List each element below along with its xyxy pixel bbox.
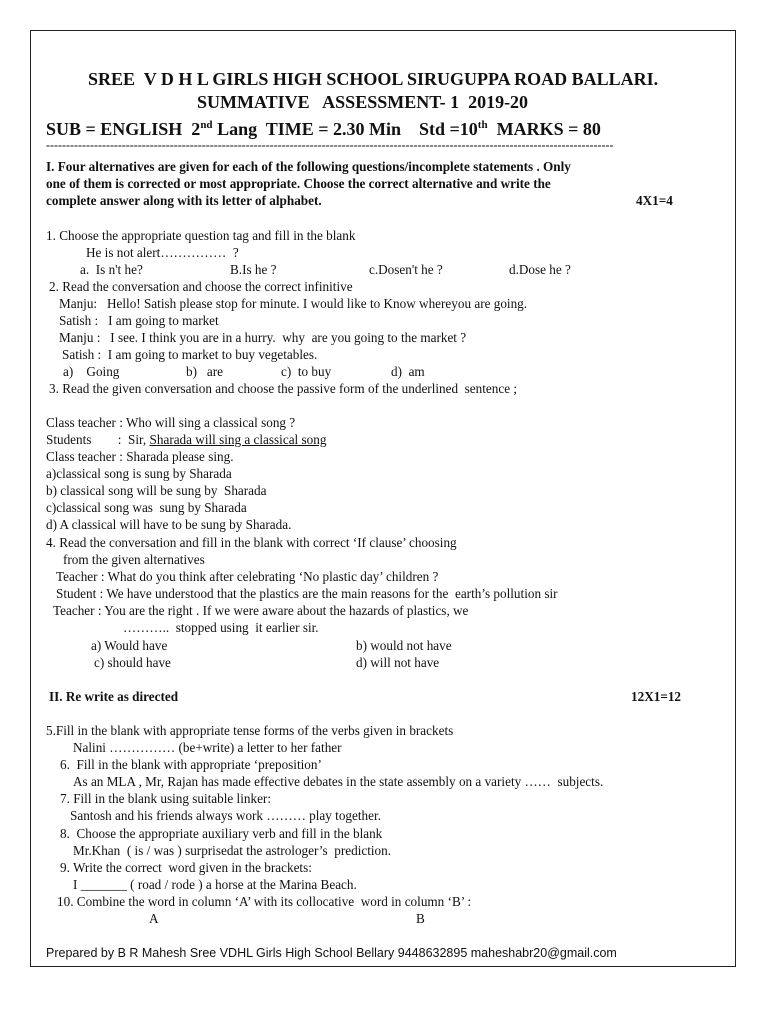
- q2-question: 2. Read the conversation and choose the correct infinitive: [49, 279, 353, 294]
- q7-question: 7. Fill in the blank using suitable linker:: [60, 791, 271, 806]
- section1-marks: 4X1=4: [636, 193, 673, 208]
- section1-instruction-2: one of them is corrected or most appropriate. Choose the correct alternative and write the: [46, 176, 551, 191]
- section1-instruction-3: complete answer along with its letter of alphabet.: [46, 193, 322, 208]
- q3-line-3: Class teacher : Sharada please sing.: [46, 449, 234, 464]
- q3-question: 3. Read the given conversation and choose the passive form of the underlined sentence ;: [49, 381, 518, 396]
- q9-question: 9. Write the correct word given in the brackets:: [60, 860, 312, 875]
- section2-marks: 12X1=12: [631, 689, 682, 704]
- q4-line-4: ……….. stopped using it earlier sir.: [123, 620, 319, 635]
- q10-column-b: B: [416, 911, 425, 926]
- q10-question: 10. Combine the word in column ‘A’ with its collocative word in column ‘B’ :: [57, 894, 472, 909]
- q3-line-2: Students : Sir, Sharada will sing a classical song: [46, 432, 327, 447]
- q1-question: 1. Choose the appropriate question tag and fill in the blank: [46, 228, 356, 243]
- q2-line-1: Manju: Hello! Satish please stop for minute. I would like to Know whereyou are going.: [59, 296, 528, 311]
- q1-option-a: a. Is n't he?: [80, 262, 143, 277]
- q4-line-2: Student : We have understood that the plastics are the main reasons for the earth’s pollution sir: [56, 586, 558, 601]
- q3-line-1: Class teacher : Who will sing a classical song ?: [46, 415, 296, 430]
- q10-column-a: A: [149, 911, 159, 926]
- q2-option-c: c) to buy: [281, 364, 332, 379]
- school-name: SREE V D H L GIRLS HIGH SCHOOL SIRUGUPPA ROAD BALLARI.: [88, 69, 659, 89]
- q2-option-b: b) are: [186, 364, 223, 379]
- q1-option-b: B.Is he ?: [230, 262, 277, 277]
- q8-stem: Mr.Khan ( is / was ) surprisedat the astrologer’s prediction.: [73, 843, 392, 858]
- q9-stem: I _______ ( road / rode ) a horse at the Marina Beach.: [73, 877, 357, 892]
- q3-option-a: a)classical song is sung by Sharada: [46, 466, 232, 481]
- q4-option-d: d) will not have: [356, 655, 440, 670]
- q2-line-4: Satish : I am going to market to buy vegetables.: [62, 347, 318, 362]
- q3-option-b: b) classical song will be sung by Sharada: [46, 483, 267, 498]
- q4-option-b: b) would not have: [356, 638, 452, 653]
- q2-line-3: Manju : I see. I think you are in a hurry. why are you going to the market ?: [59, 330, 467, 345]
- q4-question-2: from the given alternatives: [63, 552, 205, 567]
- q5-question: 5.Fill in the blank with appropriate tense forms of the verbs given in brackets: [46, 723, 454, 738]
- q8-question: 8. Choose the appropriate auxiliary verb and fill in the blank: [60, 826, 383, 841]
- q1-stem: He is not alert…………… ?: [86, 245, 239, 260]
- subject-line: SUB = ENGLISH 2nd Lang TIME = 2.30 Min Std =10th MARKS = 80: [46, 119, 601, 139]
- section1-instruction-1: I. Four alternatives are given for each of the following questions/incomplete statements . Only: [46, 159, 571, 174]
- q2-option-d: d) am: [391, 364, 425, 379]
- q1-option-d: d.Dose he ?: [509, 262, 571, 277]
- q4-option-a: a) Would have: [91, 638, 168, 653]
- separator-rule: ----------------------------------------------------------------------------------------------------------------------------------------------: [46, 140, 614, 150]
- q3-underlined-sentence: Sharada will sing a classical song: [149, 432, 327, 447]
- q1-option-c: c.Dosen't he ?: [369, 262, 443, 277]
- q4-line-1: Teacher : What do you think after celebrating ‘No plastic day’ children ?: [56, 569, 439, 584]
- exam-title: SUMMATIVE ASSESSMENT- 1 2019-20: [197, 92, 529, 112]
- section2-title: II. Re write as directed: [49, 689, 179, 704]
- q4-line-3: Teacher : You are the right . If we were aware about the hazards of plastics, we: [53, 603, 469, 618]
- q2-line-2: Satish : I am going to market: [59, 313, 219, 328]
- q4-question-1: 4. Read the conversation and fill in the blank with correct ‘If clause’ choosing: [46, 535, 457, 550]
- footer-credit: Prepared by B R Mahesh Sree VDHL Girls High School Bellary 9448632895 maheshabr20@gmail.com: [46, 946, 617, 960]
- q5-stem: Nalini …………… (be+write) a letter to her father: [73, 740, 342, 755]
- q4-option-c: c) should have: [94, 655, 171, 670]
- q6-question: 6. Fill in the blank with appropriate ‘preposition’: [60, 757, 322, 772]
- q7-stem: Santosh and his friends always work ……… play together.: [70, 808, 381, 823]
- q2-option-a: a) Going: [63, 364, 120, 379]
- q3-option-d: d) A classical will have to be sung by Sharada.: [46, 517, 292, 532]
- q3-option-c: c)classical song was sung by Sharada: [46, 500, 247, 515]
- q6-stem: As an MLA , Mr, Rajan has made effective debates in the state assembly on a variety …… subjects.: [73, 774, 604, 789]
